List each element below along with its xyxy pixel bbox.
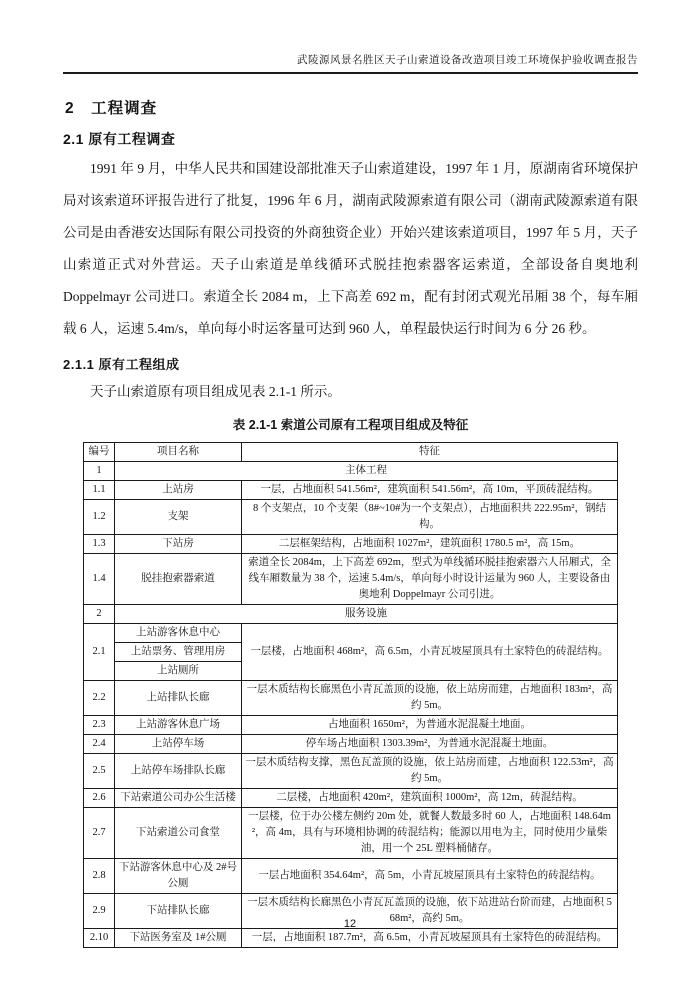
- document-body: [63, 94, 638, 948]
- running-header-text: 武陵源风景名胜区天子山索道设备改造项目竣工环境保护验收调查报告: [297, 55, 638, 66]
- project-name-cell: 上站厕所: [115, 662, 242, 681]
- project-name-cell: 下站索道公司办公生活楼: [115, 789, 242, 808]
- row-id-cell: 2.2: [84, 681, 115, 716]
- section-heading-2-1: 2.1 原有工程调查: [63, 131, 176, 147]
- row-id-cell: 2.3: [84, 716, 115, 735]
- table-row: [84, 535, 618, 554]
- table-row: [84, 808, 618, 859]
- project-name-cell: 下站医务室及 1#公厕: [115, 929, 242, 948]
- header-feature: 特征: [242, 443, 618, 462]
- project-name-cell: 支架: [115, 500, 242, 535]
- table-row: [84, 681, 618, 716]
- row-id-cell: 2.9: [84, 894, 115, 929]
- section-heading-2-1-1: 2.1.1 原有工程组成: [63, 357, 180, 372]
- table-row: [84, 481, 618, 500]
- row-id-cell: 2.6: [84, 789, 115, 808]
- project-composition-table: [83, 442, 618, 948]
- running-header: [63, 52, 638, 74]
- table-row: [84, 554, 618, 605]
- feature-cell: 一层，占地面积 187.7m²，高 6.5m，小青瓦坡屋顶具有土家特色的砖混结构。: [242, 929, 618, 948]
- table-caption: 表 2.1-1 索道公司原有工程项目组成及特征: [232, 418, 469, 432]
- feature-cell: 一层木质结构支撑，黑色瓦盖顶的设施，依上站房而建，占地面积 122.53m²，高约 5m。: [242, 754, 618, 789]
- project-name-cell: 下站排队长廊: [115, 894, 242, 929]
- project-name-cell: 上站房: [115, 481, 242, 500]
- row-id-cell: 1.2: [84, 500, 115, 535]
- project-name-cell: 上站票务、管理用房: [115, 643, 242, 662]
- project-name-cell: 下站房: [115, 535, 242, 554]
- row-id-cell: 1.1: [84, 481, 115, 500]
- project-name-cell: 上站停车场: [115, 735, 242, 754]
- project-name-cell: 上站游客休息中心: [115, 624, 242, 643]
- header-id: 编号: [84, 443, 115, 462]
- project-name-cell: 下站游客休息中心及 2#号公厕: [115, 859, 242, 894]
- table-header-row: [84, 443, 618, 462]
- table-section-row: [84, 462, 618, 481]
- row-id-cell: 2.10: [84, 929, 115, 948]
- feature-cell: 一层楼，位于办公楼左侧约 20m 处，就餐人数最多时 60 人，占地面积 148.64m²，高 4m，具有与环境相协调的砖混结构；能源以用电为主，同时使用少量柴油，用一个 25L 塑料桶储存。: [242, 808, 618, 859]
- header-name: 项目名称: [115, 443, 242, 462]
- section-heading-2: 2 工程调查: [65, 100, 158, 117]
- feature-cell: 停车场占地面积 1303.39m²，为普通水泥混凝土地面。: [242, 735, 618, 754]
- project-name-cell: 下站索道公司食堂: [115, 808, 242, 859]
- feature-cell: 8 个支架点，10 个支架（8#~10#为一个支架点），占地面积共 222.95m²，钢结构。: [242, 500, 618, 535]
- project-name-cell: 上站游客休息广场: [115, 716, 242, 735]
- table-row-group: [84, 624, 618, 643]
- row-id-cell: 2.4: [84, 735, 115, 754]
- row-id-cell: 1: [84, 462, 115, 481]
- section-title-cell: 服务设施: [115, 605, 618, 624]
- row-id-cell: 2.7: [84, 808, 115, 859]
- paragraph-table-intro: 天子山索道原有项目组成见表 2.1-1 所示。: [90, 384, 341, 399]
- feature-cell: 一层木质结构长廊黑色小青瓦盖顶的设施，依上站房而建，占地面积 183m²，高约 5m。: [242, 681, 618, 716]
- row-id-cell: 1.3: [84, 535, 115, 554]
- row-id-cell: 1.4: [84, 554, 115, 605]
- project-name-cell: 上站排队长廊: [115, 681, 242, 716]
- feature-cell: 一层木质结构长廊黑色小青瓦瓦盖顶的设施，依下站进站台阶而建，占地面积 568m²，高约 5m。: [242, 894, 618, 929]
- feature-cell: 二层框架结构，占地面积 1027m²，建筑面积 1780.5 m²，高 15m。: [242, 535, 618, 554]
- row-id-cell: 2.8: [84, 859, 115, 894]
- feature-cell: 占地面积 1650m²，为普通水泥混凝土地面。: [242, 716, 618, 735]
- feature-cell: 一层楼，占地面积 468m²，高 6.5m，小青瓦坡屋顶具有土家特色的砖混结构。: [242, 624, 618, 681]
- row-id-cell: 2.1: [84, 624, 115, 681]
- project-name-cell: 上站停车场排队长廊: [115, 754, 242, 789]
- row-id-cell: 2.5: [84, 754, 115, 789]
- feature-cell: 索道全长 2084m，上下高差 692m，型式为单线循环脱挂抱索器六人吊厢式，全线车厢数量为 38 个，运速 5.4m/s，单向每小时设计运量为 960 人，主要设备由奥地利 Doppelmayr 公司引进。: [242, 554, 618, 605]
- table-row: [84, 716, 618, 735]
- table-row: [84, 929, 618, 948]
- feature-cell: 二层楼，占地面积 420m²，建筑面积 1000m²，高 12m，砖混结构。: [242, 789, 618, 808]
- table-row: [84, 754, 618, 789]
- table-row: [84, 735, 618, 754]
- section-title-cell: 主体工程: [115, 462, 618, 481]
- table-row: [84, 500, 618, 535]
- feature-cell: 一层，占地面积 541.56m²，建筑面积 541.56m²，高 10m，平顶砖混结构。: [242, 481, 618, 500]
- page-number: 12: [343, 918, 357, 930]
- feature-cell: 一层占地面积 354.64m²，高 5m，小青瓦坡屋顶具有土家特色的砖混结构。: [242, 859, 618, 894]
- row-id-cell: 2: [84, 605, 115, 624]
- table-row: [84, 789, 618, 808]
- project-name-cell: 脱挂抱索器索道: [115, 554, 242, 605]
- table-row: [84, 859, 618, 894]
- paragraph-history: 1991 年 9 月，中华人民共和国建设部批准天子山索道建设，1997 年 1 月，原湖南省环境保护局对该索道环评报告进行了批复，1996 年 6 月，湖南武陵源索道有限公司（湖南武陵源索道有限公司是由香港安达国际有限公司投资的外商独资企业）开始兴建该索道项目，1997 年 5 月，天子山索道正式对外营运。天子山索道是单线循环式脱挂抱索器客运索道，全部设备自奥地利 Doppelmayr 公司进口。索道全长 2084 m，上下高差 692 m，配有封闭式观光吊厢 38 个，每车厢载 6 人，运速 5.4m/s，单向每小时运客量可达到 960 人，单程最快运行时间为 6 分 26 秒。: [63, 161, 638, 336]
- table-section-row: [84, 605, 618, 624]
